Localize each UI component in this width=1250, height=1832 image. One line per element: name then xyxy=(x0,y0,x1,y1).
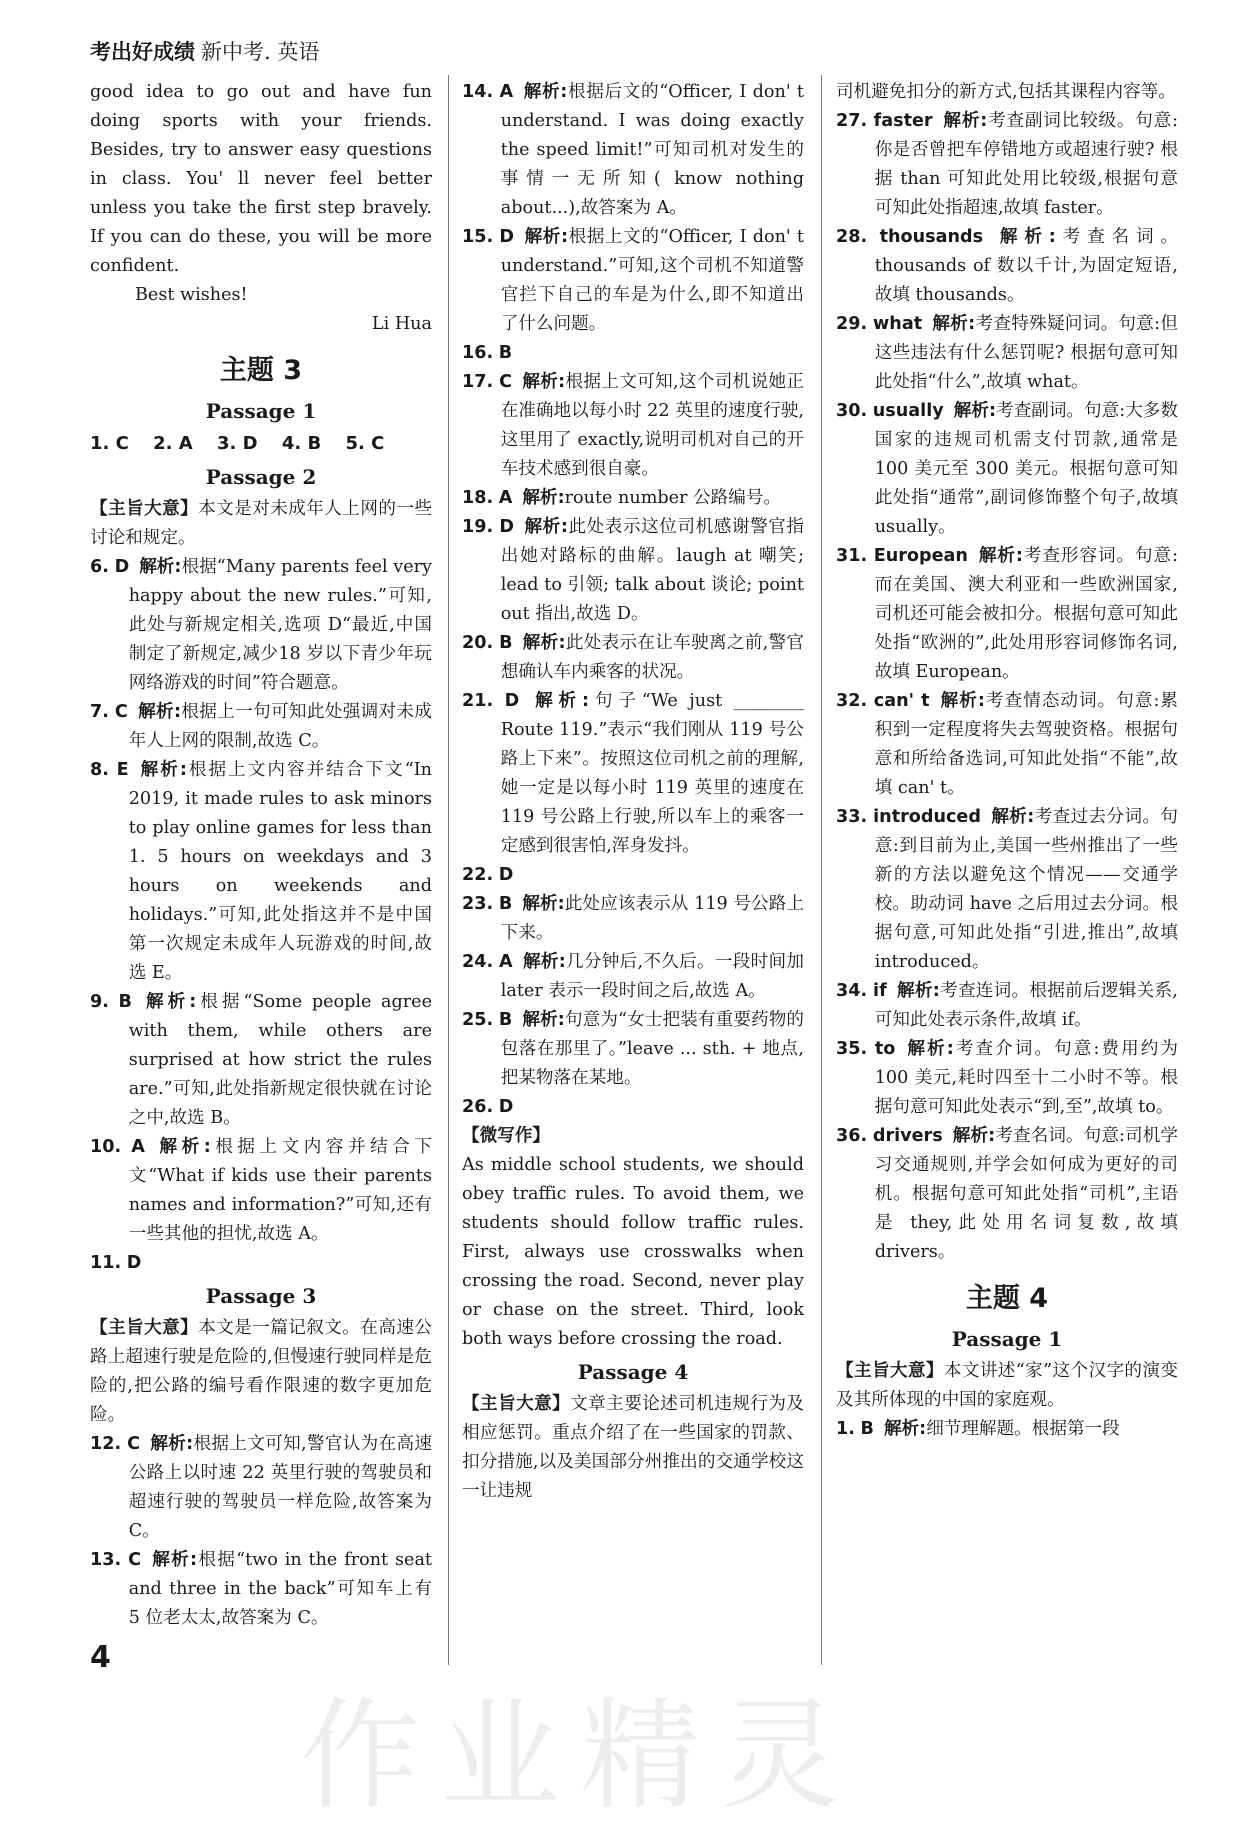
answer: 2. A xyxy=(153,433,193,454)
micro-writing-text: As middle school students, we should obey traffic rules. To avoid them, we students should follow traffic rules. First, always use crosswalks when crossing the road. Second, never play or chase on the street. Third, look both ways before crossing the road. xyxy=(462,1155,804,1349)
answer: 1. C xyxy=(90,433,129,454)
item-text: 考查情态动词。句意:累积到一定程度将失去驾驶资格。根据句意和所给备选词,可知此处指“不能”,故填 can' t。 xyxy=(874,691,1178,798)
item-label: 解析: xyxy=(953,401,996,421)
answer-item xyxy=(90,1430,432,1546)
answer-item xyxy=(462,78,804,223)
item-label: 解析: xyxy=(522,372,566,392)
item-label: 解析: xyxy=(522,488,565,508)
item-answer: if xyxy=(873,981,887,1001)
column-3 xyxy=(836,78,1178,1444)
item-answer: what xyxy=(873,314,923,334)
passage-title: Passage 3 xyxy=(205,1284,317,1308)
item-label: 解析: xyxy=(522,1010,565,1030)
answer-item xyxy=(90,756,432,988)
answer: 5. C xyxy=(345,433,385,454)
item-label: 解析: xyxy=(154,1137,211,1157)
item-label: 解析: xyxy=(522,952,566,972)
item-label: 解析: xyxy=(990,807,1035,827)
item-answer: C xyxy=(128,1550,141,1570)
item-number: 35. xyxy=(836,1039,868,1059)
item-text: 此处表示这位司机感谢警官指出她对路标的曲解。laugh at 嘲笑; lead to 引领; talk about 谈论; point out 指出,故选 D。 xyxy=(500,517,804,624)
item-text: 考查副词比较级。句意:你是否曾把车停错地方或超速行驶? 根据 than 可知此处用比较级,根据句意可知此处指超速,故填 faster。 xyxy=(874,111,1179,218)
item-label: 解析: xyxy=(150,1550,198,1570)
answer: 4. B xyxy=(281,433,322,454)
item-text: 根据“Some people agree with them, while others are surprised at how strict the rules are.”可知,此处指新规定很快就在讨论之中,故选 B。 xyxy=(128,992,432,1128)
item-text: 根据“two in the front seat and three in the back”可知车上有 5 位老太太,故答案为 C。 xyxy=(128,1550,433,1628)
item-answer: B xyxy=(499,633,513,653)
answer-item xyxy=(836,107,1178,223)
item-answer: D xyxy=(504,691,520,711)
micro-writing-title xyxy=(462,1122,804,1151)
summary-text: 文章主要论述司机违规行为及相应惩罚。重点介绍了在一些国家的罚款、扣分措施,以及美国部分州推出的交通学校这一让违规 xyxy=(462,1394,804,1501)
item-answer: E xyxy=(116,760,129,780)
brand-title: 考出好成绩 xyxy=(90,40,195,64)
passage-title: Passage 2 xyxy=(205,465,317,489)
item-text: 细节理解题。根据第一段 xyxy=(926,1419,1120,1439)
item-answer: European xyxy=(873,546,968,566)
item-label: 解析: xyxy=(138,760,187,780)
item-answer: B xyxy=(498,1010,513,1030)
item-text: 句意为“女士把装有重要药物的包落在那里了。”leave ... sth. + 地点,把某物落在某地。 xyxy=(500,1010,805,1088)
item-text: 考查特殊疑问词。句意:但这些违法有什么惩罚呢? 根据句意可知此处指“什么”,故填 what。 xyxy=(874,314,1178,392)
summary xyxy=(90,495,432,553)
item-label: 解析: xyxy=(139,557,182,577)
answer-item xyxy=(462,629,804,687)
item-number: 33. xyxy=(836,807,868,827)
item-number: 27. xyxy=(836,111,868,131)
item-text: 考查名词。thousands of 数以千计,为固定短语,故填 thousands。 xyxy=(874,227,1178,305)
answer-item xyxy=(462,223,804,339)
item-text: 此处应该表示从 119 号公路上下来。 xyxy=(500,894,804,943)
item-number: 21. xyxy=(462,691,494,711)
summary-text: 本文是一篇记叙文。在高速公路上超速行驶是危险的,但慢速行驶同样是危险的,把公路的编号看作限速的数字更加危险。 xyxy=(90,1318,432,1425)
item-number: 1. xyxy=(836,1419,855,1439)
item-text: 根据“Many parents feel very happy about the new rules.”可知,此处与新规定相关,选项 D“最近,中国制定了新规定,减少18 岁以下青少年玩网络游戏的时间”符合题意。 xyxy=(128,557,433,693)
item-answer: usually xyxy=(872,401,944,421)
column-divider xyxy=(448,75,449,1665)
item-text: 此处表示在让车驶离之前,警官想确认车内乘客的状况。 xyxy=(500,633,804,682)
item-answer: D xyxy=(126,1253,142,1273)
answer-item xyxy=(836,1035,1178,1122)
answer-item xyxy=(836,1415,1178,1444)
item-text: 考查名词。句意:司机学习交通规则,并学会如何成为更好的司机。根据句意可知此处指“司机”,主语是 they,此处用名词复数,故填 drivers。 xyxy=(874,1126,1178,1262)
item-number: 10. xyxy=(90,1137,122,1157)
item-answer: thousands xyxy=(879,227,984,247)
item-number: 25. xyxy=(462,1010,494,1030)
item-answer: drivers xyxy=(872,1126,943,1146)
item-answer: A xyxy=(499,82,514,102)
answer-item xyxy=(462,484,804,513)
item-number: 11. xyxy=(90,1253,122,1273)
item-answer: A xyxy=(131,1137,145,1157)
item-number: 13. xyxy=(90,1550,122,1570)
item-number: 9. xyxy=(90,992,109,1012)
summary-text: 本文是对未成年人上网的一些讨论和规定。 xyxy=(90,499,432,548)
item-number: 20. xyxy=(462,633,494,653)
item-list xyxy=(836,107,1178,1267)
item-label: 解析: xyxy=(883,1419,927,1439)
item-label: 解析: xyxy=(523,517,568,537)
item-label: 解析: xyxy=(137,702,182,722)
answer-item xyxy=(836,977,1178,1035)
item-answer: D xyxy=(498,1097,514,1117)
item-answer: B xyxy=(498,894,513,914)
item-list xyxy=(462,78,804,1122)
answer-row xyxy=(90,429,432,459)
item-answer: A xyxy=(499,952,513,972)
item-answer: C xyxy=(114,702,128,722)
item-number: 29. xyxy=(836,314,868,334)
item-number: 19. xyxy=(462,517,494,537)
answer-item xyxy=(90,553,432,698)
item-number: 15. xyxy=(462,227,494,247)
answer-item xyxy=(836,397,1178,542)
theme-title: 主题 4 xyxy=(965,1283,1049,1314)
item-text: 根据上文内容并结合下文“What if kids use their parents names and information?”可知,还有一些其他的担忧,故选 A。 xyxy=(128,1137,432,1244)
item-text: 考查过去分词。句意:到目前为止,美国一些州推出了一些新的方法以避免这个情况——交通学校。助动词 have 之后用过去分词。根据句意,可知此处指“引进,推出”,故填 introduced。 xyxy=(874,807,1178,972)
answer-item xyxy=(462,890,804,948)
item-text: route number 公路编号。 xyxy=(564,488,782,508)
item-list xyxy=(90,553,432,1278)
passage-title: Passage 1 xyxy=(951,1327,1063,1351)
item-label: 解析: xyxy=(977,546,1023,566)
item-answer: B xyxy=(118,992,132,1012)
item-label: 解析: xyxy=(523,227,568,247)
item-answer: D xyxy=(499,517,514,537)
answer-item xyxy=(462,948,804,1006)
answer-item xyxy=(90,698,432,756)
item-label: 解析: xyxy=(141,992,197,1012)
item-answer: A xyxy=(498,488,513,508)
item-text: 考查形容词。句意:而在美国、澳大利亚和一些欧洲国家,司机还可能会被扣分。根据句意可知此处指“欧洲的”,此处用形容词修饰名词,故填 European。 xyxy=(874,546,1178,682)
summary xyxy=(462,1390,804,1506)
micro-writing-tag: 【微写作】 xyxy=(462,1126,550,1146)
column-divider xyxy=(821,75,822,1665)
item-number: 34. xyxy=(836,981,868,1001)
item-text: 几分钟后,不久后。一段时间加 later 表示一段时间之后,故选 A。 xyxy=(500,952,804,1001)
item-text: 根据上文的“Officer, I don' t understand.”可知,这个司机不知道警官拦下自己的车是为什么,即不知道出了什么问题。 xyxy=(500,227,804,334)
item-answer: D xyxy=(499,227,514,247)
page-header xyxy=(90,36,319,66)
item-text: 根据上文可知,警官认为在高速公路上以时速 22 英里行驶的驾驶员和超速行驶的驾驶员一样危险,故答案为 C。 xyxy=(128,1434,432,1541)
item-answer: to xyxy=(874,1039,896,1059)
answer-item xyxy=(836,803,1178,977)
item-label: 解析: xyxy=(522,894,565,914)
item-answer: faster xyxy=(873,111,933,131)
item-label: 解析: xyxy=(529,691,590,711)
item-number: 28. xyxy=(836,227,868,247)
summary-text: 本文讲述“家”这个汉字的演变及其所体现的中国的家庭观。 xyxy=(836,1361,1178,1410)
answer-item xyxy=(462,1006,804,1093)
item-number: 30. xyxy=(836,401,868,421)
column-1 xyxy=(90,78,432,1633)
item-text: 根据上文可知,这个司机说她正在准确地以每小时 22 英里的速度行驶,这里用了 exactly,说明司机对自己的开车技术感到很自豪。 xyxy=(500,372,804,479)
item-answer: introduced xyxy=(873,807,981,827)
answer: 3. D xyxy=(216,433,258,454)
theme-title: 主题 3 xyxy=(219,355,303,386)
item-number: 24. xyxy=(462,952,494,972)
item-number: 31. xyxy=(836,546,868,566)
header-subtitle: 新中考. 英语 xyxy=(201,40,320,64)
item-number: 26. xyxy=(462,1097,494,1117)
item-text: 根据上一句可知此处强调对未成年人上网的限制,故选 C。 xyxy=(128,702,432,751)
item-label: 解析: xyxy=(952,1126,996,1146)
item-number: 32. xyxy=(836,691,868,711)
answer-item xyxy=(90,1133,432,1249)
passage-title: Passage 1 xyxy=(205,399,317,423)
passage-title: Passage 4 xyxy=(577,1360,689,1384)
item-answer: C xyxy=(127,1434,141,1454)
item-text: 根据后文的“Officer, I don' t understand. I was doing exactly the speed limit!”可知司机对发生的事情一无所知( know nothing about...),故答案为 A。 xyxy=(500,82,804,218)
item-label: 解析: xyxy=(896,981,940,1001)
column-2 xyxy=(462,78,804,1506)
item-number: 23. xyxy=(462,894,494,914)
summary-tag: 【主旨大意】 xyxy=(90,1318,199,1338)
item-label: 解析: xyxy=(939,691,985,711)
item-label: 解析: xyxy=(932,314,976,334)
answer-item xyxy=(462,368,804,484)
answer-item xyxy=(462,339,804,368)
item-text: 考查介词。句意:费用约为 100 美元,耗时四至十二小时不等。根据句意可知此处表示“到,至”,故填 to。 xyxy=(874,1039,1178,1117)
answer-item xyxy=(836,1122,1178,1267)
summary-tag: 【主旨大意】 xyxy=(90,499,199,519)
answer-item xyxy=(836,687,1178,803)
item-text: 考查副词。句意:大多数国家的违规司机需支付罚款,通常是 100 美元至 300 美元。根据句意可知此处指“通常”,副词修饰整个句子,故填usually。 xyxy=(874,401,1178,537)
answer-item xyxy=(462,1093,804,1122)
item-answer: B xyxy=(860,1419,874,1439)
item-number: 7. xyxy=(90,702,109,722)
item-answer: D xyxy=(114,557,130,577)
summary-tag: 【主旨大意】 xyxy=(462,1394,571,1414)
item-number: 22. xyxy=(462,865,494,885)
item-text: 考查连词。根据前后逻辑关系,可知此处表示条件,故填 if。 xyxy=(874,981,1178,1030)
summary xyxy=(836,1357,1178,1415)
item-label: 解析: xyxy=(905,1039,954,1059)
item-number: 17. xyxy=(462,372,494,392)
item-number: 8. xyxy=(90,760,109,780)
answer-item xyxy=(836,542,1178,687)
answer-item xyxy=(462,513,804,629)
answer-item xyxy=(836,223,1178,310)
summary xyxy=(90,1314,432,1430)
item-label: 解析: xyxy=(993,227,1056,247)
answer-item xyxy=(90,1249,432,1278)
item-number: 12. xyxy=(90,1434,122,1454)
summary-continuation: 司机避免扣分的新方式,包括其课程内容等。 xyxy=(836,82,1176,102)
watermark: 作业精灵 xyxy=(300,1687,860,1826)
item-number: 16. xyxy=(462,343,494,363)
item-number: 6. xyxy=(90,557,109,577)
item-label: 解析: xyxy=(522,633,566,653)
answer-item xyxy=(90,1546,432,1633)
item-answer: B xyxy=(498,343,513,363)
item-text: 句子“We just ________ Route 119.”表示“我们刚从 119 号公路上下来”。按照这位司机之前的理解,她一定是以每小时 119 英里的速度在 119 号公路上行驶,所以车上的乘客一定感到很害怕,浑身发抖。 xyxy=(500,691,804,856)
item-number: 14. xyxy=(462,82,494,102)
item-label: 解析: xyxy=(942,111,988,131)
item-number: 36. xyxy=(836,1126,868,1146)
answer-item xyxy=(836,310,1178,397)
item-label: 解析: xyxy=(150,1434,194,1454)
item-label: 解析: xyxy=(523,82,568,102)
item-answer: C xyxy=(499,372,513,392)
item-list xyxy=(90,1430,432,1633)
item-answer: can' t xyxy=(873,691,930,711)
page-number: 4 xyxy=(90,1640,111,1675)
answer-item xyxy=(462,687,804,861)
answer-item xyxy=(462,861,804,890)
summary-tag: 【主旨大意】 xyxy=(836,1361,944,1381)
answer-item xyxy=(90,988,432,1133)
letter-paragraph: good idea to go out and have fun doing sports with your friends. Besides, try to answer easy questions in class. You' ll never feel better unless you take the first step bravely. If you can do these, you will be more confident. xyxy=(90,82,432,276)
letter-closing: Best wishes! xyxy=(135,285,248,305)
item-text: 根据上文内容并结合下文“In 2019, it made rules to ask minors to play online games for less than 1. 5 hours on weekdays and 3 hours on weekends and holidays.”可知,此处指这并不是中国第一次规定未成年人玩游戏的时间,故选 E。 xyxy=(128,760,432,983)
item-number: 18. xyxy=(462,488,494,508)
item-answer: D xyxy=(498,865,514,885)
letter-signature: Li Hua xyxy=(371,314,432,334)
